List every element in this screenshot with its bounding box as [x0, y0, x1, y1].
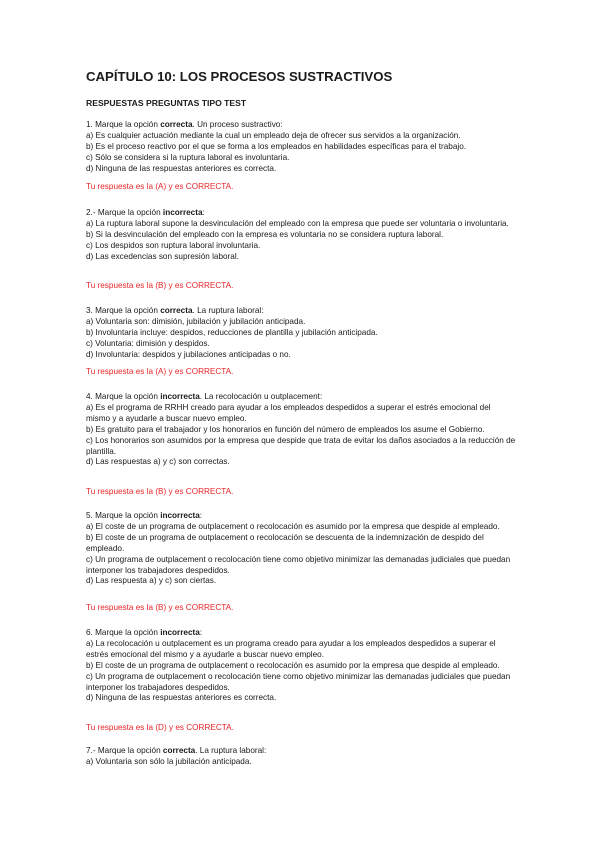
- answer-4: Tu respuesta es la (B) y es CORRECTA.: [86, 487, 234, 496]
- question-2: [86, 208, 516, 263]
- option-d: d) Las respuesta a) y c) son ciertas.: [86, 576, 217, 586]
- option-d: d) Ninguna de las respuestas anteriores es correcta.: [86, 693, 277, 703]
- answer-1: Tu respuesta es la (A) y es CORRECTA.: [86, 182, 234, 191]
- question-7: [86, 746, 516, 768]
- question-6: [86, 628, 516, 704]
- question-3: [86, 306, 516, 361]
- answer-2: Tu respuesta es la (B) y es CORRECTA.: [86, 281, 234, 290]
- section-subtitle: RESPUESTAS PREGUNTAS TIPO TEST: [86, 98, 247, 108]
- question-5: [86, 511, 516, 587]
- option-c: c) Sólo se considera si la ruptura laboral es involuntaria.: [86, 152, 290, 162]
- option-d: d) Las respuestas a) y c) son correctas.: [86, 457, 230, 467]
- question-stem: 2.- Marque la opción incorrecta:: [86, 208, 205, 217]
- option-b: b) Es gratuito para el trabajador y los honorarios en función del número de empleados los asume el Gobierno.: [86, 424, 485, 434]
- option-d: d) Las excedencias son supresión laboral.: [86, 251, 239, 261]
- question-keyword: correcta: [160, 120, 193, 129]
- option-a: a) Voluntaria son sólo la jubilación anticipada.: [86, 756, 252, 766]
- option-d: d) Involuntaria: despidos y jubilaciones anticipadas o no.: [86, 349, 291, 359]
- option-a: a) Voluntaria son: dimisión, jubilación y jubilación anticipada.: [86, 316, 306, 326]
- option-a: a) La recolocación u outplacement es un programa creado para ayudar a los empleados despedidos a superar el estrés emocional del mismo y a ayudarle a buscar nuevo empleo.: [86, 638, 496, 659]
- option-a: a) La ruptura laboral supone la desvinculación del empleado con la empresa que puede ser voluntaria o involuntaria.: [86, 218, 509, 228]
- option-c: c) Los honorarios son asumidos por la empresa que despide que trata de evitar los daños asociados a la reducción de plantilla.: [86, 435, 516, 456]
- answer-5: Tu respuesta es la (B) y es CORRECTA.: [86, 603, 234, 612]
- question-stem: 7.- Marque la opción correcta. La ruptura laboral:: [86, 746, 267, 755]
- question-1: [86, 120, 516, 175]
- question-stem: 5. Marque la opción incorrecta:: [86, 511, 203, 520]
- chapter-title: CAPÍTULO 10: LOS PROCESOS SUSTRACTIVOS: [86, 69, 393, 84]
- option-c: c) Un programa de outplacement o recolocación tiene como objetivo minimizar las demanadas judiciales que puedan interponer los trabajadores despedidos.: [86, 554, 511, 575]
- option-b: b) Si la desvinculación del empleado con la empresa es voluntaria no se considera ruptura laboral.: [86, 229, 444, 239]
- option-b: b) El coste de un programa de outplacement o recolocación se descuenta de la indemnización de despido del empleado.: [86, 532, 484, 553]
- answer-3: Tu respuesta es la (A) y es CORRECTA.: [86, 367, 234, 376]
- question-stem: 3. Marque la opción correcta. La ruptura laboral:: [86, 306, 264, 315]
- question-stem: 4. Marque la opción incorrecta. La recolocación u outplacement:: [86, 392, 323, 401]
- option-d: d) Ninguna de las respuestas anteriores es correcta.: [86, 163, 277, 173]
- option-c: c) Los despidos son ruptura laboral involuntaria.: [86, 240, 261, 250]
- question-stem: 6. Marque la opción incorrecta:: [86, 628, 203, 637]
- option-a: a) El coste de un programa de outplacement o recolocación es asumido por la empresa que despide al empleado.: [86, 521, 500, 531]
- option-c: c) Un programa de outplacement o recolocación tiene como objetivo minimizar las demanadas judiciales que puedan interponer los trabajadores despedidos.: [86, 671, 511, 692]
- answer-6: Tu respuesta es la (D) y es CORRECTA.: [86, 723, 234, 732]
- question-keyword: correcta: [162, 746, 196, 755]
- option-a: a) Es el programa de RRHH creado para ayudar a los empleados despedidos a superar el estrés emocional del mismo y a ayudarle a buscar nuevo empleo.: [86, 402, 491, 423]
- option-b: b) Es el proceso reactivo por el que se forma a los empleados en habilidades específicas para el trabajo.: [86, 141, 467, 151]
- question-keyword: incorrecta: [160, 628, 200, 637]
- question-4: [86, 392, 516, 468]
- option-a: a) Es cualquier actuación mediante la cual un empleado deja de ofrecer sus servidos a la organización.: [86, 130, 461, 140]
- question-keyword: correcta: [160, 306, 193, 315]
- option-c: c) Voluntaria: dimisión y despidos.: [86, 338, 210, 348]
- option-b: b) Involuntaria incluye: despidos, reducciones de plantilla y jubilación anticipada.: [86, 327, 378, 337]
- question-keyword: incorrecta: [160, 511, 200, 520]
- question-keyword: incorrecta: [160, 392, 200, 401]
- question-stem: 1. Marque la opción correcta. Un proceso sustractivo:: [86, 120, 283, 129]
- option-b: b) El coste de un programa de outplacement o recolocación es asumido por la empresa que despide al empleado.: [86, 660, 500, 670]
- question-keyword: incorrecta: [162, 208, 203, 217]
